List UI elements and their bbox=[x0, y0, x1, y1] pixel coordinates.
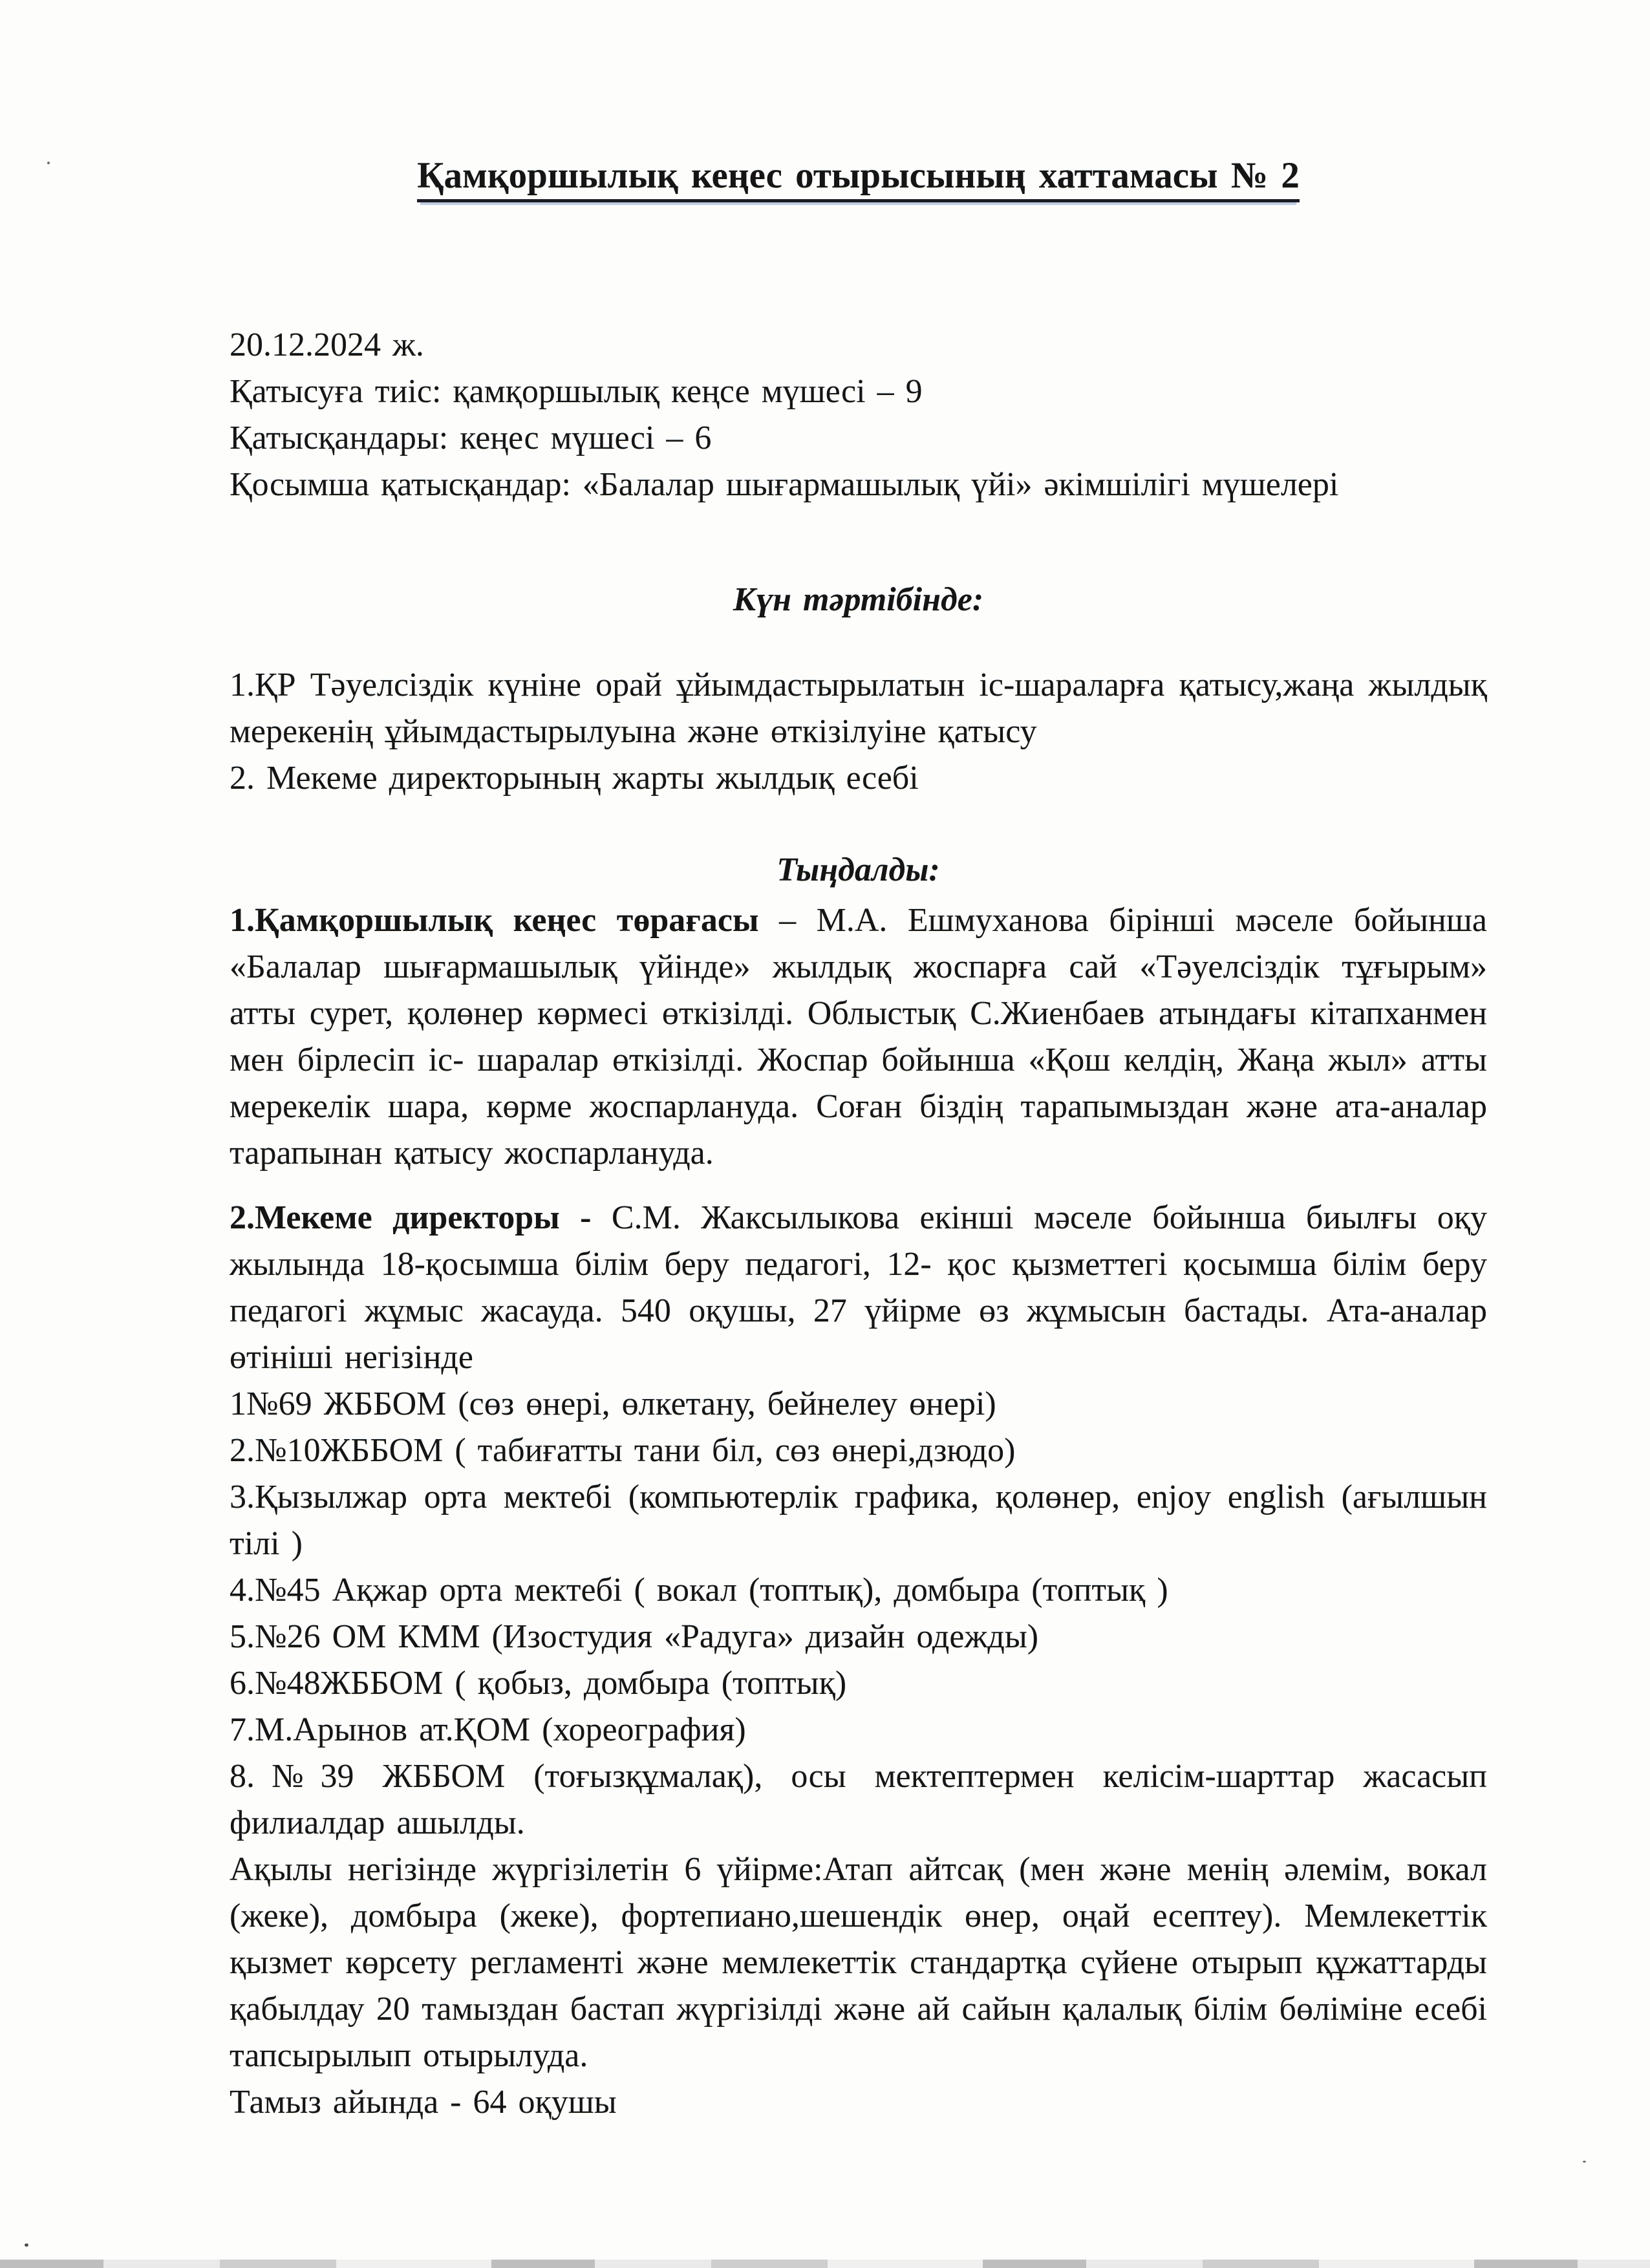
school-list-item-8: 8.№39 ЖББОМ (тоғызқұмалақ), осы мектептермен келісім-шарттар жасасып филиалдар ашылды. bbox=[230, 1758, 1487, 1841]
date-line: 20.12.2024 ж. bbox=[230, 326, 424, 363]
expected-attendees-line: Қатысуға тиіс: қамқоршылық кеңсе мүшесі – 9 bbox=[230, 373, 923, 410]
school-list-item-4: 4.№45 Ақжар орта мектебі ( вокал (топтық), домбыра (топтық ) bbox=[230, 1572, 1168, 1609]
document-content bbox=[230, 0, 1487, 2126]
paper-speck bbox=[1583, 2161, 1586, 2163]
school-list-item-7: 7.М.Арынов ат.ҚОМ (хореография) bbox=[230, 1711, 746, 1748]
paper-speck bbox=[25, 2243, 28, 2247]
paragraph-chairman bbox=[230, 897, 1487, 1177]
paragraph-chairman-body: – М.А. Ешмуханова бірінші мәселе бойынша «Балалар шығармашылық үйінде» жылдық жоспарға сай «Тәуелсіздік тұғырым» атты сурет, қолөнер көрмесі өткізілді. Облыстық С.Жиенбаев атындағы кітапханмен мен бірлесіп іс- шаралар өткізілді. Жоспар бойынша «Қош келдің, Жаңа жыл» атты мерекелік шара, көрме жоспарлануда. Соған біздің тарапымыздан және ата-аналар тарапынан қатысу жоспарлануда. bbox=[230, 902, 1487, 1171]
document-title-text: Қамқоршылық кеңес отырысының хаттамасы № 2 bbox=[417, 155, 1300, 202]
school-list-item-5: 5.№26 ОМ КММ (Изостудия «Радуга» дизайн одежды) bbox=[230, 1618, 1039, 1655]
school-list-item-3: 3.Қызылжар орта мектебі (компьютерлік графика, қолөнер, enjoy english (ағылшын тілі ) bbox=[230, 1479, 1487, 1562]
school-list-item-2: 2.№10ЖББОМ ( табиғатты тани біл, сөз өнері,дзюдо) bbox=[230, 1432, 1016, 1469]
agenda-heading: Күн тәртібінде: bbox=[733, 581, 984, 618]
school-list-item-1: 1№69 ЖББОМ (сөз өнері, өлкетану, бейнелеу өнері) bbox=[230, 1385, 996, 1422]
document-title bbox=[230, 153, 1487, 199]
final-line: Тамыз айында - 64 оқушы bbox=[230, 2084, 617, 2121]
school-list bbox=[230, 1381, 1487, 1846]
agenda-list bbox=[230, 662, 1487, 802]
paragraph-director-lead: 2.Мекеме директоры - bbox=[230, 1199, 592, 1236]
paragraph-director-body: С.М. Жаксылыкова екінші мәселе бойынша биылғы оқу жылында 18-қосымша білім беру педагогі, 12- қос қызметтегі қосымша білім беру педагогі жұмыс жасауда. 540 оқушы, 27 үйірме өз жұмысын бастады. Ата-аналар өтініші негізінде bbox=[230, 1199, 1488, 1376]
paragraph-director bbox=[230, 1195, 1487, 1381]
additional-attendees-line: Қосымша қатысқандар: «Балалар шығармашылық үйі» әкімшілігі мүшелері bbox=[230, 466, 1339, 503]
meta-block bbox=[230, 322, 1487, 508]
heard-heading: Тыңдалды: bbox=[777, 851, 940, 888]
closing-paragraph: Ақылы негізінде жүргізілетін 6 үйірме:Атап айтсақ (мен және менің әлемім, вокал (жеке), домбыра (жеке), фортепиано,шешендік өнер, оңай есептеу). Мемлекеттік қызмет көрсету регламенті және мемлекеттік стандартқа сүйене отырып құжаттарды қабылдау 20 тамыздан бастап жүргізілді және ай сайын қалалық білім бөліміне есебі тапсырылып отырылуда. bbox=[230, 1851, 1487, 2074]
attendees-line: Қатысқандары: кеңес мүшесі – 6 bbox=[230, 420, 712, 456]
paper-speck bbox=[47, 162, 50, 164]
school-list-item-6: 6.№48ЖББОМ ( қобыз, домбыра (топтық) bbox=[230, 1665, 847, 1702]
agenda-item-1: 1.ҚР Тәуелсіздік күніне орай ұйымдастырылатын іс-шараларға қатысу,жаңа жылдық мерекенің ұйымдастырылуына және өткізілуіне қатысу bbox=[230, 667, 1487, 750]
agenda-item-2: 2. Мекеме директорының жарты жылдық есебі bbox=[230, 760, 919, 797]
bottom-scan-artifact bbox=[0, 2260, 1650, 2268]
paragraph-chairman-lead: 1.Қамқоршылық кеңес төрағасы bbox=[230, 902, 759, 939]
